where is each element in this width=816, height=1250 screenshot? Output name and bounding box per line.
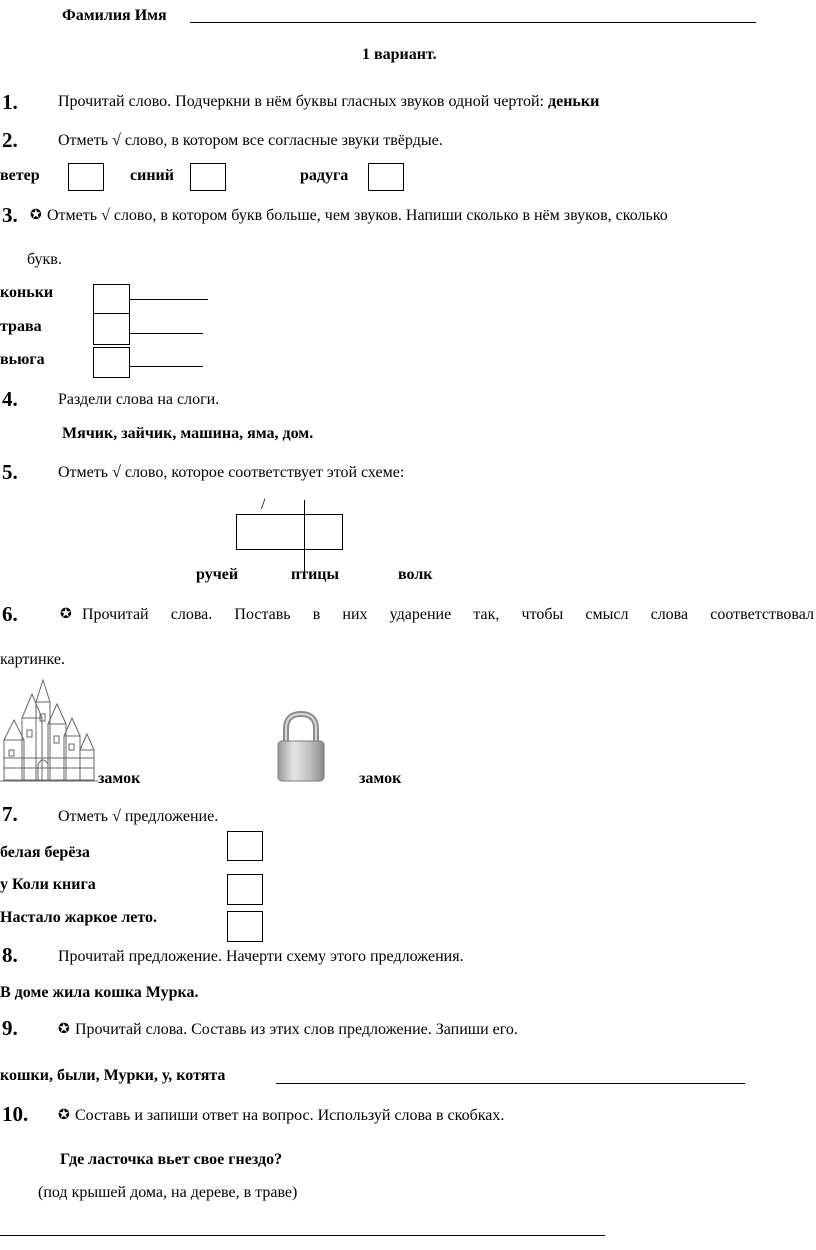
task-3-answer-line-3[interactable] xyxy=(130,366,203,367)
task-9-words: кошки, были, Мурки, у, котята xyxy=(0,1067,226,1084)
task-10-hint: (под крышей дома, на дереве, в траве) xyxy=(38,1184,298,1201)
task-3-text-cont: букв. xyxy=(27,251,62,268)
task-7-item-1: белая берёза xyxy=(0,844,90,861)
task-3-number: 3. xyxy=(2,203,18,227)
star-icon: ✪ xyxy=(58,1021,70,1037)
task-5-number: 5. xyxy=(2,460,18,484)
task-5-word-1: ручей xyxy=(196,566,239,583)
task-4-number: 4. xyxy=(2,387,18,411)
task-9-answer-line[interactable] xyxy=(276,1083,745,1084)
task-7-text: Отметь √ предложение. xyxy=(58,808,219,825)
task-2-checkbox-2[interactable] xyxy=(190,163,226,191)
task-3-word-1: коньки xyxy=(0,284,54,301)
syllable-divider xyxy=(304,500,305,573)
task-7-item-3: Настало жаркое лето. xyxy=(0,909,158,926)
task-6-word-lock: замок xyxy=(359,770,402,787)
star-icon: ✪ xyxy=(60,606,72,622)
task-10-number: 10. xyxy=(2,1102,29,1126)
task-8-sentence: В доме жила кошка Мурка. xyxy=(0,984,199,1001)
task-2-checkbox-3[interactable] xyxy=(368,163,404,191)
task-3-answer-line-2[interactable] xyxy=(130,333,203,334)
task-10-text: Составь и запиши ответ на вопрос. Используй слова в скобках. xyxy=(75,1107,505,1124)
task-1-text: Прочитай слово. Подчеркни в нём буквы гласных звуков одной чертой: деньки xyxy=(58,93,600,110)
task-4-text: Раздели слова на слоги. xyxy=(58,391,220,408)
variant-title: 1 вариант. xyxy=(362,46,437,63)
task-4-words: Мячик, зайчик, машина, яма, дом. xyxy=(62,425,314,442)
task-7-checkbox-2[interactable] xyxy=(227,874,263,905)
task-3-word-3: вьюга xyxy=(0,351,45,368)
syllable-scheme xyxy=(236,514,343,550)
task-3-checkbox-2[interactable] xyxy=(93,313,130,345)
task-6-text: Прочитай слова. Поставь в них ударение так, чтобы смысл слова соответствовал xyxy=(82,606,814,623)
task-2-word-3: радуга xyxy=(300,167,349,184)
task-6-text-cont: картинке. xyxy=(0,651,66,668)
task-5-text: Отметь √ слово, которое соответствует этой схеме: xyxy=(58,464,405,481)
task-7-number: 7. xyxy=(2,802,18,826)
task-10-answer-line[interactable] xyxy=(0,1235,605,1236)
task-3-checkbox-3[interactable] xyxy=(93,347,130,378)
name-answer-line[interactable] xyxy=(190,22,756,23)
star-icon: ✪ xyxy=(58,1107,70,1123)
task-9-text: Прочитай слова. Составь из этих слов предложение. Запиши его. xyxy=(75,1021,518,1038)
task-7-checkbox-1[interactable] xyxy=(227,831,263,861)
task-3-word-2: трава xyxy=(0,318,42,335)
task-3-text: Отметь √ слово, в котором букв больше, чем звуков. Напиши сколько в нём звуков, сколько xyxy=(47,207,668,224)
task-2-number: 2. xyxy=(2,128,18,152)
task-9-number: 9. xyxy=(2,1016,18,1040)
castle-picture xyxy=(0,678,98,784)
task-3-answer-line-1[interactable] xyxy=(130,299,208,300)
task-3-checkbox-1[interactable] xyxy=(93,284,130,314)
task-6-word-castle: замок xyxy=(98,770,141,787)
task-1-number: 1. xyxy=(2,90,18,114)
name-label: Фамилия Имя xyxy=(62,7,167,24)
task-7-checkbox-3[interactable] xyxy=(227,911,263,942)
task-7-item-2: у Коли книга xyxy=(0,876,96,893)
task-2-word-1: ветер xyxy=(0,167,40,184)
task-2-word-2: синий xyxy=(130,167,174,184)
task-5-word-2: птицы xyxy=(291,566,340,583)
stress-mark: / xyxy=(261,496,266,513)
task-2-text: Отметь √ слово, в котором все согласные звуки твёрдые. xyxy=(58,132,443,149)
task-8-text: Прочитай предложение. Начерти схему этого предложения. xyxy=(58,948,464,965)
task-1-word: деньки xyxy=(548,93,600,110)
task-10-question: Где ласточка вьет свое гнездо? xyxy=(60,1151,283,1168)
task-2-checkbox-1[interactable] xyxy=(68,163,104,191)
padlock-picture xyxy=(274,711,328,783)
task-8-number: 8. xyxy=(2,943,18,967)
task-6-number: 6. xyxy=(2,602,18,626)
task-5-word-3: волк xyxy=(398,566,433,583)
star-icon: ✪ xyxy=(30,207,42,223)
